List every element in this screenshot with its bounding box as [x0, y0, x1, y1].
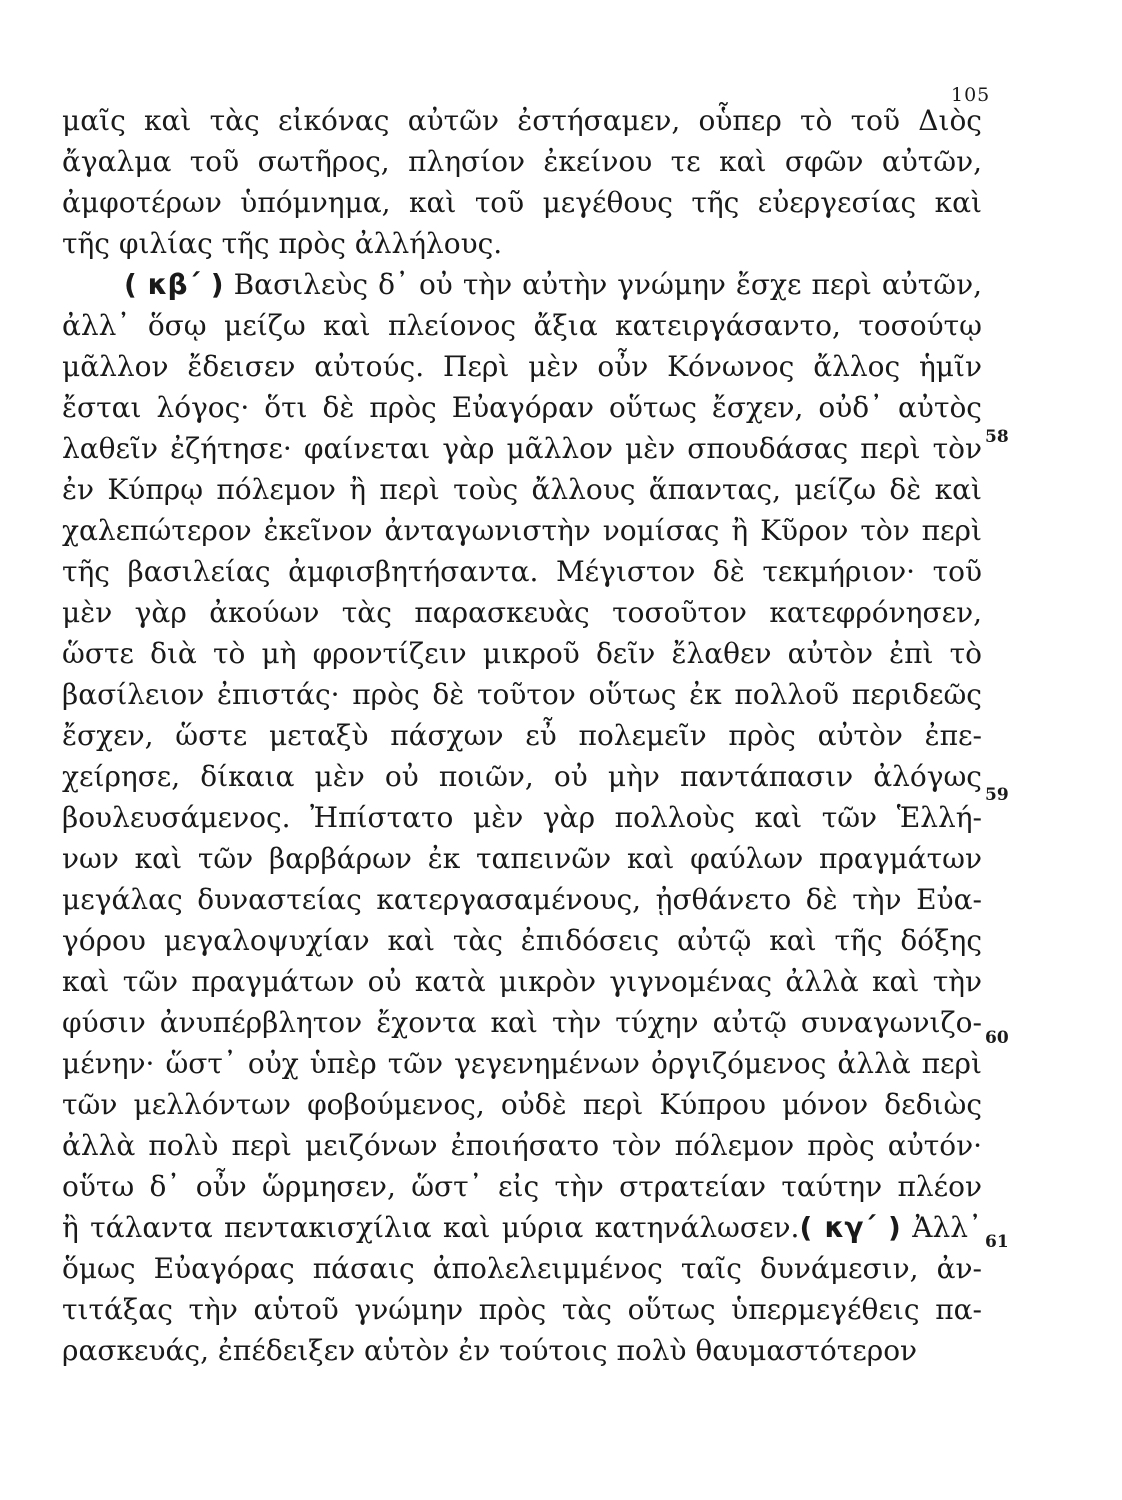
text-fragment: ἢ τάλαντα πεντακισχίλια καὶ μύρια κατηνάλωσεν.: [62, 1211, 800, 1244]
text-line-with-section-mark: [62, 1207, 982, 1248]
text-line: λαθεῖν ἐζήτησε· φαίνεται γὰρ μᾶλλον μὲν σπουδάσας περὶ τὸν: [62, 432, 982, 465]
text-fragment: Ἀλλ᾽: [912, 1211, 982, 1244]
page-number: 105: [951, 84, 991, 106]
text-line: μαῖς καὶ τὰς εἰκόνας αὐτῶν ἐστήσαμεν, οὗπερ τὸ τοῦ Διὸς: [62, 104, 982, 137]
text-line: φύσιν ἀνυπέρβλητον ἔχοντα καὶ τὴν τύχην αὐτῷ συναγωνιζο-: [62, 1006, 982, 1039]
margin-line-number: 58: [985, 427, 1009, 447]
text-line: μένην· ὥστ᾽ οὐχ ὑπὲρ τῶν γεγενημένων ὀργιζόμενος ἀλλὰ περὶ: [62, 1047, 982, 1080]
text-line: ἀλλ᾽ ὅσῳ μείζω καὶ πλείονος ἄξια κατειργάσαντο, τοσούτῳ: [62, 309, 982, 342]
text-line: βουλευσάμενος. Ἠπίστατο μὲν γὰρ πολλοὺς καὶ τῶν Ἑλλή-: [62, 801, 982, 834]
section-mark: ( κβ΄ ): [124, 268, 224, 301]
text-line: ἔσται λόγος· ὅτι δὲ πρὸς Εὐαγόραν οὕτως ἔσχεν, οὐδ᾽ αὐτὸς: [62, 391, 982, 424]
text-fragment: Βασιλεὺς δ᾽ οὐ τὴν αὐτὴν γνώμην ἔσχε περὶ αὐτῶν,: [233, 268, 982, 301]
text-line: γόρου μεγαλοψυχίαν καὶ τὰς ἐπιδόσεις αὐτῷ καὶ τῆς δόξης: [62, 924, 982, 957]
text-line: ρασκευάς, ἐπέδειξεν αὑτὸν ἐν τούτοις πολὺ θαυμαστότερον: [62, 1334, 918, 1367]
text-line: νων καὶ τῶν βαρβάρων ἐκ ταπεινῶν καὶ φαύλων πραγμάτων: [62, 842, 982, 875]
text-line: μᾶλλον ἔδεισεν αὐτούς. Περὶ μὲν οὖν Κόνωνος ἄλλος ἡμῖν: [62, 350, 982, 383]
text-line: τιτάξας τὴν αὑτοῦ γνώμην πρὸς τὰς οὕτως ὑπερμεγέθεις πα-: [62, 1293, 982, 1326]
text-line: μὲν γὰρ ἀκούων τὰς παρασκευὰς τοσοῦτον κατεφρόνησεν,: [62, 596, 982, 629]
text-line: ἔσχεν, ὥστε μεταξὺ πάσχων εὖ πολεμεῖν πρὸς αὐτὸν ἐπε-: [62, 719, 982, 752]
text-line: ὥστε διὰ τὸ μὴ φροντίζειν μικροῦ δεῖν ἔλαθεν αὐτὸν ἐπὶ τὸ: [62, 637, 982, 670]
text-line-with-section-mark: [62, 264, 982, 305]
text-line: καὶ τῶν πραγμάτων οὐ κατὰ μικρὸν γιγνομένας ἀλλὰ καὶ τὴν: [62, 965, 982, 998]
text-line: ἀμφοτέρων ὑπόμνημα, καὶ τοῦ μεγέθους τῆς εὐεργεσίας καὶ: [62, 186, 982, 219]
section-mark: ( κγ΄ ): [799, 1211, 901, 1244]
margin-line-number: 59: [985, 785, 1009, 805]
text-line: οὕτω δ᾽ οὖν ὥρμησεν, ὥστ᾽ εἰς τὴν στρατείαν ταύτην πλέον: [62, 1170, 982, 1203]
margin-line-number: 61: [985, 1232, 1009, 1252]
text-line: χαλεπώτερον ἐκεῖνον ἀνταγωνιστὴν νομίσας ἢ Κῦρον τὸν περὶ: [62, 514, 982, 547]
text-line: ἀλλὰ πολὺ περὶ μειζόνων ἐποιήσατο τὸν πόλεμον πρὸς αὐτόν·: [62, 1129, 982, 1162]
margin-line-number: 60: [985, 1028, 1009, 1048]
text-line: ἐν Κύπρῳ πόλεμον ἢ περὶ τοὺς ἄλλους ἅπαντας, μείζω δὲ καὶ: [62, 473, 982, 506]
text-line: βασίλειον ἐπιστάς· πρὸς δὲ τοῦτον οὕτως ἐκ πολλοῦ περιδεῶς: [62, 678, 982, 711]
text-line: μεγάλας δυναστείας κατεργασαμένους, ᾐσθάνετο δὲ τὴν Εὐα-: [62, 883, 982, 916]
text-line: χείρησε, δίκαια μὲν οὐ ποιῶν, οὐ μὴν παντάπασιν ἀλόγως: [62, 760, 982, 793]
text-line: τῆς βασιλείας ἀμφισβητήσαντα. Μέγιστον δὲ τεκμήριον· τοῦ: [62, 555, 982, 588]
text-line: ὅμως Εὐαγόρας πάσαις ἀπολελειμμένος ταῖς δυνάμεσιν, ἀν-: [62, 1252, 982, 1285]
text-line: τῶν μελλόντων φοβούμενος, οὐδὲ περὶ Κύπρου μόνον δεδιὼς: [62, 1088, 982, 1121]
body-text: [62, 100, 982, 1371]
text-line: τῆς φιλίας τῆς πρὸς ἀλλήλους.: [62, 227, 503, 260]
text-line: ἄγαλμα τοῦ σωτῆρος, πλησίον ἐκείνου τε καὶ σφῶν αὐτῶν,: [62, 145, 982, 178]
